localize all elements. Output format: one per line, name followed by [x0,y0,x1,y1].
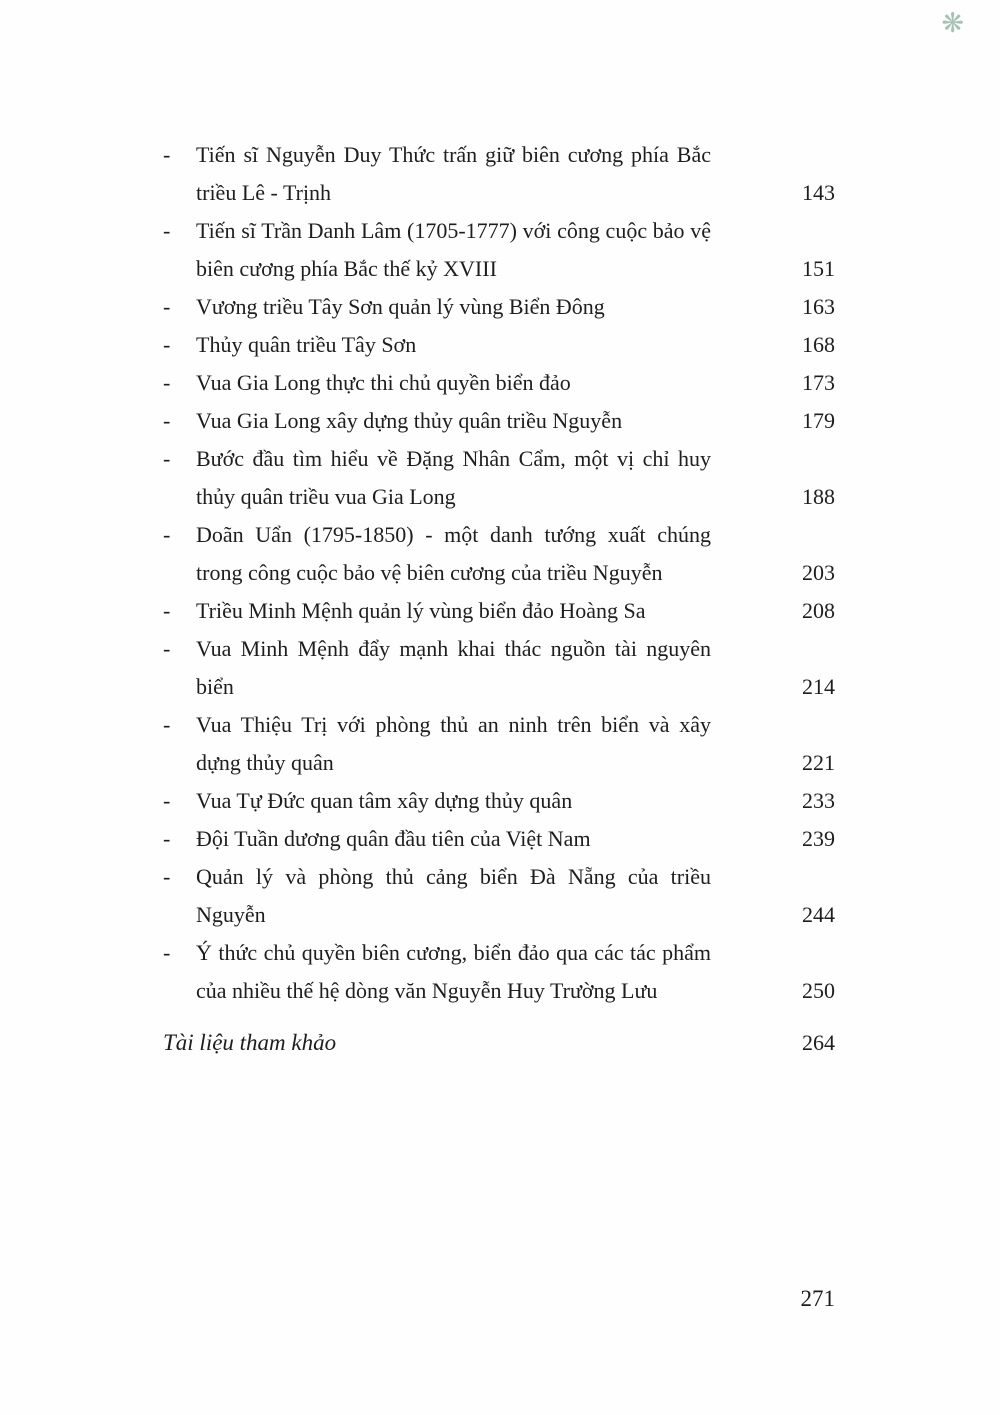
entry-marker: - [163,636,171,661]
entry-title: Vua Gia Long thực thi chủ quyền biển đảo [196,370,571,395]
entry-title: Vua Gia Long xây dựng thủy quân triều Nguyễn [196,408,623,433]
toc-entry [163,288,835,326]
entry-marker: - [163,522,171,547]
entry-marker: - [163,826,171,851]
toc-entry [163,516,835,592]
references-page-number: 264 [802,1030,836,1055]
entry-page-number: 143 [802,180,835,205]
toc-entry [163,402,835,440]
entry-page-number: 250 [802,978,835,1003]
entry-title: Tiến sĩ Nguyễn Duy Thức trấn giữ biên cương phía Bắc triều Lê - Trịnh [196,142,711,205]
entry-page-number: 173 [802,370,835,395]
entry-title: Vua Thiệu Trị với phòng thủ an ninh trên biển và xây dựng thủy quân [196,712,711,775]
entry-marker: - [163,370,171,395]
entry-page-number: 214 [802,674,835,699]
toc-entry [163,630,835,706]
references-label: Tài liệu tham khảo [163,1030,337,1055]
entry-marker: - [163,940,171,965]
entry-title: Quản lý và phòng thủ cảng biển Đà Nẵng của triều Nguyễn [196,864,711,927]
entry-title: Vua Minh Mệnh đẩy mạnh khai thác nguồn tài nguyên biển [196,636,711,699]
toc-entry [163,364,835,402]
entry-title: Bước đầu tìm hiểu về Đặng Nhân Cẩm, một vị chỉ huy thủy quân triều vua Gia Long [196,446,711,509]
page-number: 271 [800,1286,835,1311]
entry-marker: - [163,294,171,319]
toc-entry [163,136,835,212]
toc-entry [163,782,835,820]
toc-entry [163,820,835,858]
entry-page-number: 221 [802,750,835,775]
entry-page-number: 208 [802,598,835,623]
entry-title: Đội Tuần dương quân đầu tiên của Việt Nam [196,826,591,851]
entry-marker: - [163,218,171,243]
entry-title: Tiến sĩ Trần Danh Lâm (1705-1777) với công cuộc bảo vệ biên cương phía Bắc thế kỷ XVIII [196,218,711,281]
toc-entry [163,706,835,782]
toc-entry [163,592,835,630]
entry-marker: - [163,864,171,889]
entry-page-number: 244 [802,902,835,927]
entry-marker: - [163,788,171,813]
toc-entry [163,326,835,364]
entry-marker: - [163,408,171,433]
entry-title: Vương triều Tây Sơn quản lý vùng Biển Đông [196,294,605,319]
entry-page-number: 233 [802,788,835,813]
toc-entry [163,934,835,1010]
flower-icon: ❋ [941,8,964,39]
entry-marker: - [163,598,171,623]
entry-page-number: 179 [802,408,835,433]
toc-footer [163,1024,835,1062]
entry-page-number: 188 [802,484,835,509]
entry-title: Doãn Uẩn (1795-1850) - một danh tướng xuất chúng trong công cuộc bảo vệ biên cương của triều Nguyễn [196,522,711,585]
table-of-contents [163,136,835,1062]
entry-marker: - [163,332,171,357]
entry-marker: - [163,712,171,737]
toc-entry [163,212,835,288]
entry-page-number: 239 [802,826,835,851]
entry-page-number: 163 [802,294,835,319]
entry-marker: - [163,446,171,471]
entry-title: Vua Tự Đức quan tâm xây dựng thủy quân [196,788,573,813]
entry-page-number: 151 [802,256,835,281]
entry-page-number: 168 [802,332,835,357]
toc-entry [163,440,835,516]
entry-title: Thủy quân triều Tây Sơn [196,332,417,357]
entry-marker: - [163,142,171,167]
entry-title: Ý thức chủ quyền biên cương, biển đảo qua các tác phẩm của nhiều thế hệ dòng văn Nguyễn Huy Trường Lưu [196,940,711,1003]
entry-page-number: 203 [802,560,835,585]
toc-list [163,136,835,1010]
entry-title: Triều Minh Mệnh quản lý vùng biển đảo Hoàng Sa [196,598,646,623]
toc-entry [163,858,835,934]
